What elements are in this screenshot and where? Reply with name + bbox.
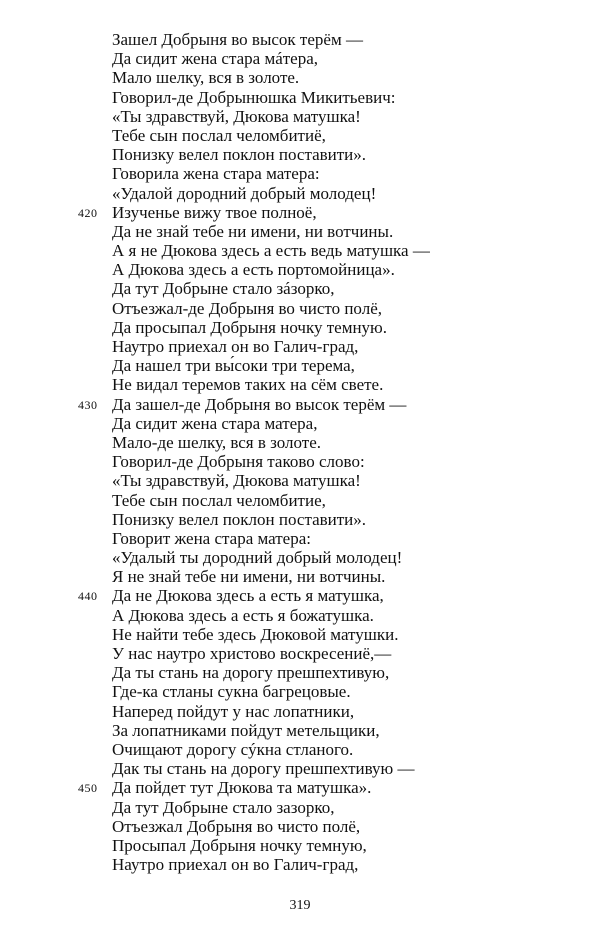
poem-line [112,184,582,203]
line-text: Да тут Добрыне стало зазорко, [112,797,335,817]
poem-line [112,145,582,164]
poem-line [112,318,582,337]
poem-line [112,222,582,241]
line-text: Понизку велел поклон поставити». [112,145,367,165]
poem-line [112,30,582,49]
poem-line [112,126,582,145]
line-text: Говорит жена стара матера: [112,528,311,548]
line-text: Наперед пойдут у нас лопатники, [112,701,355,721]
line-number: 450 [78,781,98,796]
line-text: Где-ка стланы сукна багрецовые. [112,682,351,702]
poem-line [112,529,582,548]
poem-line [112,625,582,644]
line-text: Да нашел три вы́соки три терема, [112,356,355,376]
poem-line [112,241,582,260]
poem-line [112,433,582,452]
line-text: «Удалый ты дородний добрый молодец! [112,548,403,568]
poem-line [112,375,582,394]
line-text: А я не Дюкова здесь а есть ведь матушка — [112,241,430,261]
poem-line [112,759,582,778]
line-text: Понизку велел поклон поставити». [112,509,367,529]
poem-line [112,299,582,318]
line-text: «Ты здравствуй, Дюкова матушка! [112,471,361,491]
line-text: Отъезжал-де Добрыня во чисто полё, [112,298,382,318]
line-text: Зашел Добрыня во высок терём — [112,30,363,49]
poem-line [78,394,582,414]
poem-line [112,471,582,490]
poem-line [112,68,582,87]
poem-line [112,663,582,682]
line-text: За лопатниками пойдут метельщики, [112,720,380,740]
poem-line [78,202,582,222]
line-text: Наутро приехал он во Галич-град, [112,855,359,875]
poem-line [112,836,582,855]
line-text: Да сидит жена стара мáтера, [112,49,319,69]
line-text: Не видал теремов таких на сём свете. [112,375,384,395]
poem-line [112,567,582,586]
line-text: Дак ты стань на дорогу прешпехтивую — [112,759,415,779]
line-text: А Дюкова здесь а есть я божатушка. [112,605,374,625]
line-text: У нас наутро христово воскресениё,— [112,644,392,663]
poem-line [112,682,582,701]
line-text: Очищают дорогу сýкна стланого. [112,739,354,759]
line-text: «Удалой дородний добрый молодец! [112,183,377,203]
poem-line [112,702,582,721]
poem-line [112,548,582,567]
line-number: 440 [78,589,98,604]
line-text: Мало шелку, вся в золоте. [112,68,300,88]
line-text: Да пойдет тут Дюкова та матушка». [112,778,372,798]
line-text: Да сидит жена стара матера, [112,413,318,433]
poem-line [112,356,582,375]
page-number: 319 [289,898,311,913]
line-text: «Ты здравствуй, Дюкова матушка! [112,106,361,126]
line-text: Говорил-де Добрыня таково слово: [112,452,365,472]
poem-line [112,164,582,183]
line-text: Да не Дюкова здесь а есть я матушка, [112,586,384,606]
line-text: Наутро приехал он во Галич-град, [112,337,359,356]
poem-line [112,510,582,529]
line-text: Да ты стань на дорогу прешпехтивую, [112,663,390,683]
line-text: Я не знай тебе ни имени, ни вотчины. [112,567,386,587]
poem-line [112,644,582,663]
poem-line [112,491,582,510]
line-text: Изученье вижу твое полноё, [112,202,317,222]
line-text: Да просыпал Добрыня ночку темную. [112,317,387,337]
poem-line [112,606,582,625]
line-text: Да не знай тебе ни имени, ни вотчины. [112,221,394,241]
line-text: Да тут Добрыне стало зáзорко, [112,279,335,299]
poem-line [112,855,582,874]
poem-line [112,260,582,279]
poem-line [78,586,582,606]
poem-line [112,88,582,107]
line-text: Отъезжал Добрыня во чисто полё, [112,816,361,836]
poem-line [112,49,582,68]
line-text: Тебе сын послал челомбитиё, [112,125,326,145]
line-text: Мало-де шелку, вся в золоте. [112,432,322,452]
poem-line [112,452,582,471]
poem-line [112,337,582,356]
poem-line [112,817,582,836]
poem-text [78,30,582,875]
line-text: А Дюкова здесь а есть портомойница». [112,260,395,280]
poem-line [112,740,582,759]
line-text: Тебе сын послал челомбитие, [112,490,326,510]
line-text: Говорил-де Добрынюшка Микитьевич: [112,87,396,107]
poem-line [112,279,582,298]
poem-line [112,414,582,433]
line-text: Не найти тебе здесь Дюковой матушки. [112,624,399,644]
poem-line [112,107,582,126]
line-text: Просыпал Добрыня ночку темную, [112,835,367,855]
poem-line [78,778,582,798]
line-text: Говорила жена стара матера: [112,164,320,184]
poem-line [112,798,582,817]
poem-line [112,721,582,740]
line-number: 420 [78,205,98,220]
line-text: Да зашел-де Добрыня во высок терём — [112,394,407,414]
line-number: 430 [78,397,98,412]
